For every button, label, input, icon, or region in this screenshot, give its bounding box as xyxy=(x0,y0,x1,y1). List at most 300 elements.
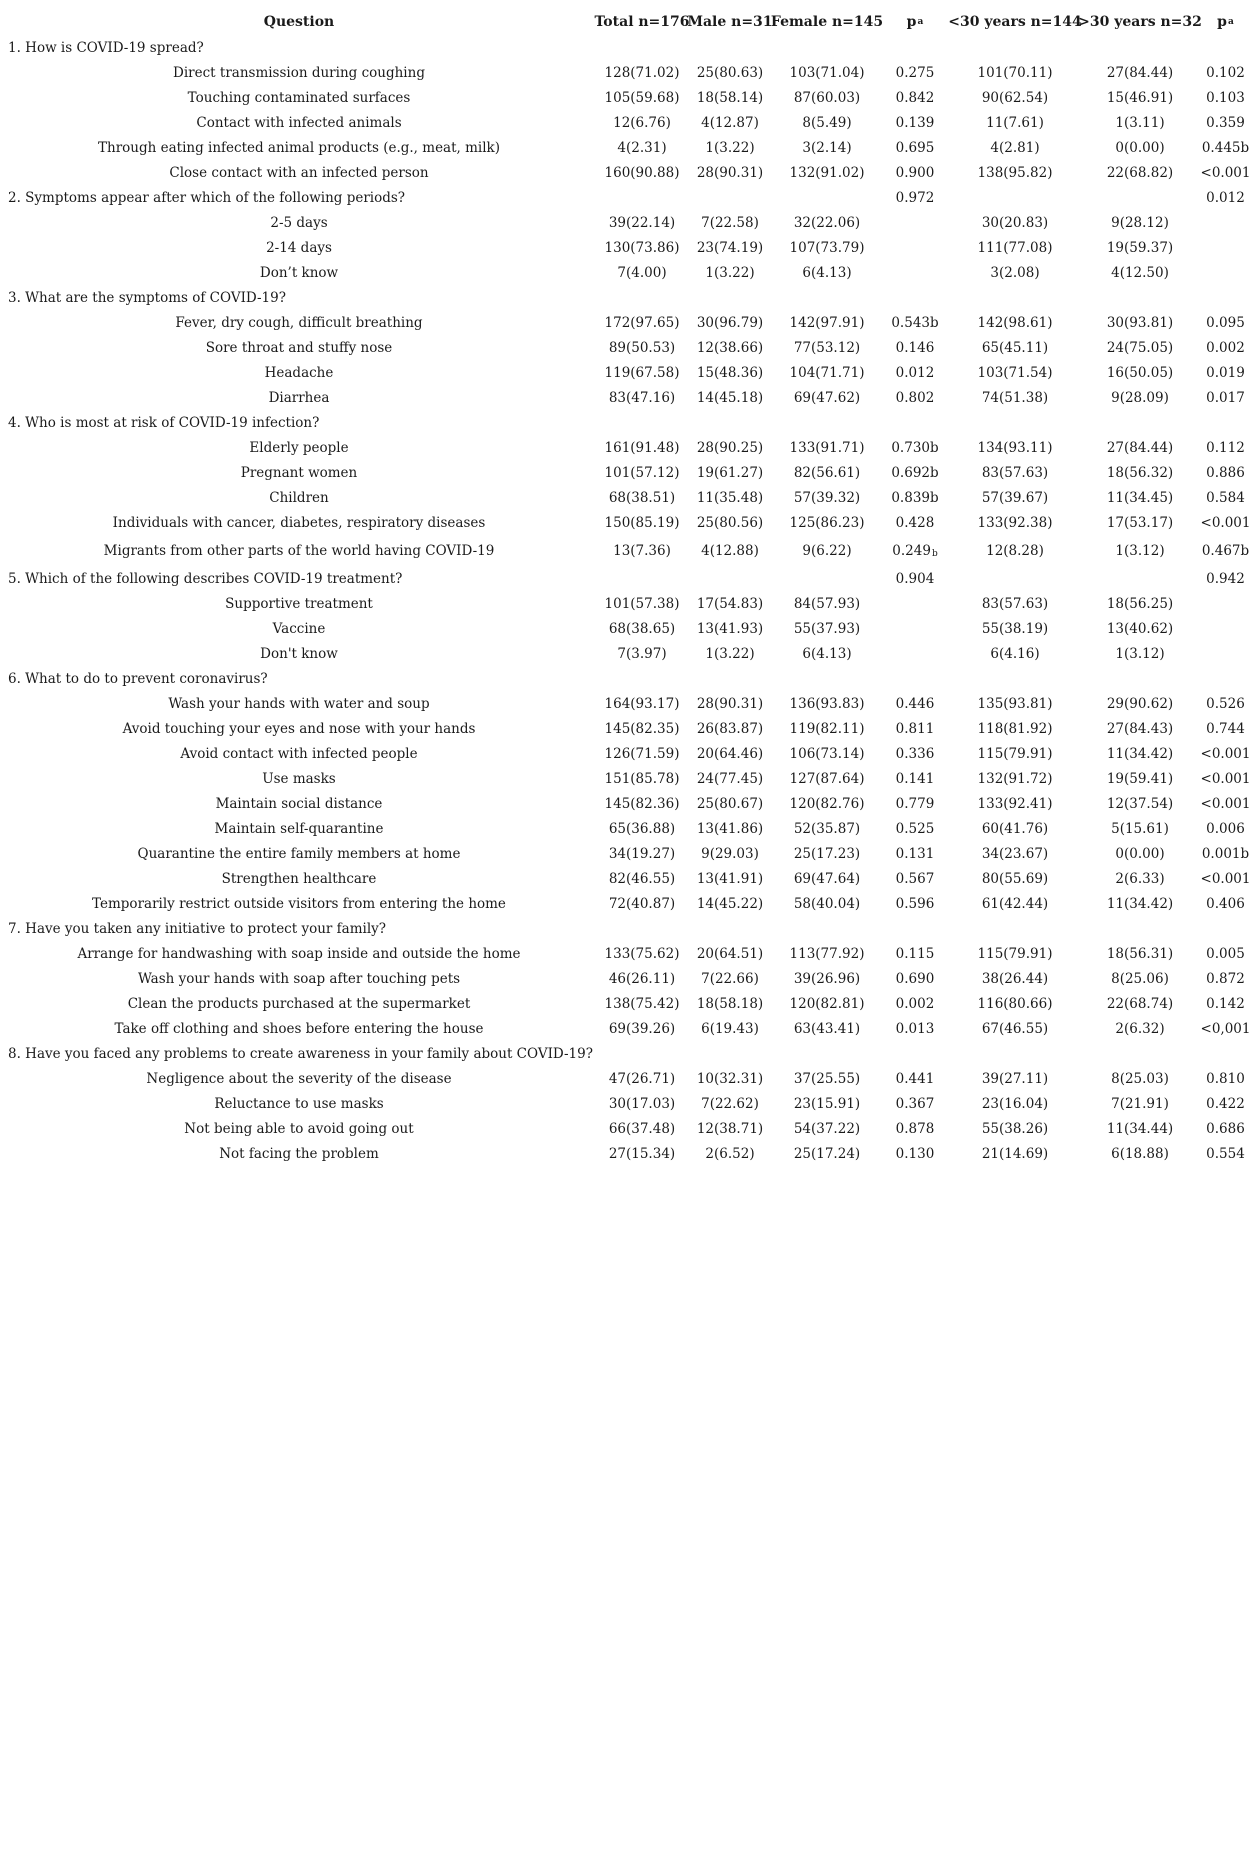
p-value-age: 0.012 xyxy=(1206,189,1245,206)
p-value-age xyxy=(1200,641,1251,666)
p-value-age: 0.942 xyxy=(1206,570,1245,587)
p-value-gender: 0.878 xyxy=(895,1120,935,1137)
female-count: 6(4.13) xyxy=(802,264,852,281)
female-count: 63(43.41) xyxy=(793,1020,861,1037)
question-text: 4. Who is most at risk of COVID-19 infection? xyxy=(8,414,320,431)
total-count: 119(67.58) xyxy=(604,364,680,381)
male-count: 9(29.03) xyxy=(701,845,759,862)
over-30-count: 11(34.44) xyxy=(1106,1120,1174,1137)
p-value-gender: 0.336 xyxy=(895,745,935,762)
p-value-age xyxy=(1200,210,1251,235)
answer-option: Headache xyxy=(264,364,334,381)
total-count: 172(97.65) xyxy=(604,314,680,331)
table-row xyxy=(0,260,1251,285)
total-count: 145(82.36) xyxy=(604,795,680,812)
p-value-gender: 0.013 xyxy=(895,1020,935,1037)
under-30-count: 39(27.11) xyxy=(981,1070,1049,1087)
p-value-age xyxy=(1200,666,1251,691)
under-30-count: 57(39.67) xyxy=(981,489,1049,506)
answer-option: Direct transmission during coughing xyxy=(173,64,425,81)
total-count: 101(57.12) xyxy=(604,464,680,481)
answer-option: Not facing the problem xyxy=(219,1145,379,1162)
p-value-gender: 0.839b xyxy=(891,489,939,506)
total-count: 39(22.14) xyxy=(608,214,676,231)
table-row xyxy=(0,891,1251,916)
p-value-age: 0.002 xyxy=(1206,339,1245,356)
male-count: 19(61.27) xyxy=(696,464,764,481)
p-value-gender xyxy=(880,591,950,616)
over-30-count: 11(34.45) xyxy=(1106,489,1174,506)
table-row xyxy=(0,1066,1251,1091)
p-value-gender: 0.842 xyxy=(895,89,935,106)
p-value-age: 0.359 xyxy=(1206,114,1245,131)
over-30-count: 27(84.44) xyxy=(1106,439,1174,456)
p-value-age xyxy=(1200,591,1251,616)
table-row xyxy=(0,866,1251,891)
answer-option: Maintain self-quarantine xyxy=(214,820,384,837)
answer-option: Use masks xyxy=(262,770,336,787)
p-value-gender xyxy=(880,1041,950,1066)
header-p-value-age: p a xyxy=(1217,13,1234,30)
answer-option: Wash your hands with soap after touching pets xyxy=(137,970,461,987)
table-row xyxy=(0,135,1251,160)
table-header-row xyxy=(0,8,1251,35)
total-count: 89(50.53) xyxy=(608,339,676,356)
female-count: 106(73.14) xyxy=(789,745,865,762)
male-count: 14(45.22) xyxy=(696,895,764,912)
p-value-gender: 0.543b xyxy=(891,314,939,331)
p-value-gender: 0.972 xyxy=(895,189,935,206)
table-row xyxy=(0,310,1251,335)
p-value-age: 0.445b xyxy=(1201,139,1250,156)
answer-option: Reluctance to use masks xyxy=(214,1095,384,1112)
total-count: 4(2.31) xyxy=(617,139,667,156)
p-value-gender: 0.141 xyxy=(895,770,935,787)
male-count: 18(58.18) xyxy=(696,995,764,1012)
p-value-age xyxy=(1200,1041,1251,1066)
female-count: 25(17.23) xyxy=(793,845,861,862)
p-value-gender xyxy=(880,916,950,941)
over-30-count: 2(6.32) xyxy=(1115,1020,1165,1037)
female-count: 39(26.96) xyxy=(793,970,861,987)
under-30-count: 30(20.83) xyxy=(981,214,1049,231)
answer-option: Take off clothing and shoes before entering the house xyxy=(114,1020,484,1037)
over-30-count: 17(53.17) xyxy=(1106,514,1174,531)
answer-option: Clean the products purchased at the supermarket xyxy=(127,995,471,1012)
female-count: 3(2.14) xyxy=(802,139,852,156)
p-value-gender xyxy=(880,260,950,285)
female-count: 54(37.22) xyxy=(793,1120,861,1137)
p-value-gender xyxy=(880,35,950,60)
p-value-gender: 0.596 xyxy=(895,895,935,912)
male-count: 20(64.51) xyxy=(696,945,764,962)
female-count: 119(82.11) xyxy=(789,720,865,737)
header-male: Male n=31 xyxy=(687,13,773,30)
male-count: 1(3.22) xyxy=(705,645,755,662)
p-value-gender: 0.567 xyxy=(895,870,935,887)
total-count: 126(71.59) xyxy=(604,745,680,762)
p-value-gender xyxy=(880,666,950,691)
over-30-count: 22(68.74) xyxy=(1106,995,1174,1012)
p-value-age: 0.686 xyxy=(1206,1120,1245,1137)
table-row xyxy=(0,816,1251,841)
table-row xyxy=(0,160,1251,185)
male-count: 7(22.58) xyxy=(701,214,759,231)
total-count: 7(3.97) xyxy=(617,645,667,662)
over-30-count: 1(3.12) xyxy=(1115,542,1165,559)
answer-option: Strengthen healthcare xyxy=(221,870,377,887)
over-30-count: 18(56.31) xyxy=(1106,945,1174,962)
over-30-count: 7(21.91) xyxy=(1111,1095,1169,1112)
table-row xyxy=(0,741,1251,766)
under-30-count: 90(62.54) xyxy=(981,89,1049,106)
p-value-age: <0,001 xyxy=(1200,1020,1251,1037)
female-count: 103(71.04) xyxy=(789,64,865,81)
p-value-gender: 0.811 xyxy=(895,720,935,737)
p-value-age xyxy=(1200,285,1251,310)
female-count: 55(37.93) xyxy=(793,620,861,637)
under-30-count: 60(41.76) xyxy=(981,820,1049,837)
table-row xyxy=(0,485,1251,510)
p-value-gender xyxy=(880,410,950,435)
under-30-count: 21(14.69) xyxy=(981,1145,1049,1162)
over-30-count: 15(46.91) xyxy=(1106,89,1174,106)
header-female: Female n=145 xyxy=(770,13,884,30)
under-30-count: 65(45.11) xyxy=(981,339,1049,356)
female-count: 6(4.13) xyxy=(802,645,852,662)
female-count: 132(91.02) xyxy=(789,164,865,181)
female-count: 9(6.22) xyxy=(802,542,852,559)
p-value-age: 0.526 xyxy=(1206,695,1245,712)
p-value-gender: 0.146 xyxy=(895,339,935,356)
table-row xyxy=(0,766,1251,791)
p-value-age: 0.103 xyxy=(1206,89,1245,106)
p-value-age: 0.142 xyxy=(1206,995,1245,1012)
under-30-count: 135(93.81) xyxy=(977,695,1053,712)
question-row xyxy=(0,185,1251,210)
over-30-count: 9(28.09) xyxy=(1111,389,1169,406)
female-count: 77(53.12) xyxy=(793,339,861,356)
answer-option: Maintain social distance xyxy=(215,795,383,812)
question-text: 6. What to do to prevent coronavirus? xyxy=(8,670,268,687)
over-30-count: 18(56.25) xyxy=(1106,595,1174,612)
under-30-count: 118(81.92) xyxy=(977,720,1053,737)
total-count: 66(37.48) xyxy=(608,1120,676,1137)
total-count: 160(90.88) xyxy=(604,164,680,181)
p-value-age xyxy=(1200,410,1251,435)
answer-option: Children xyxy=(269,489,329,506)
under-30-count: 101(70.11) xyxy=(977,64,1053,81)
p-value-gender xyxy=(880,235,950,260)
p-value-age: 0.886 xyxy=(1206,464,1245,481)
male-count: 20(64.46) xyxy=(696,745,764,762)
table-row xyxy=(0,510,1251,535)
over-30-count: 29(90.62) xyxy=(1106,695,1174,712)
p-value-age: 0.406 xyxy=(1206,895,1245,912)
p-value-gender xyxy=(880,616,950,641)
female-count: 127(87.64) xyxy=(789,770,865,787)
male-count: 12(38.71) xyxy=(696,1120,764,1137)
total-count: 30(17.03) xyxy=(608,1095,676,1112)
question-row xyxy=(0,410,1251,435)
under-30-count: 11(7.61) xyxy=(986,114,1044,131)
answer-option: Quarantine the entire family members at home xyxy=(137,845,461,862)
under-30-count: 67(46.55) xyxy=(981,1020,1049,1037)
p-value-age: 0.554 xyxy=(1206,1145,1245,1162)
total-count: 68(38.65) xyxy=(608,620,676,637)
table-row xyxy=(0,85,1251,110)
answer-option: Close contact with an infected person xyxy=(169,164,429,181)
header-question: Question xyxy=(263,13,335,30)
over-30-count: 1(3.12) xyxy=(1115,645,1165,662)
question-text: 3. What are the symptoms of COVID-19? xyxy=(8,289,286,306)
answer-option: Avoid touching your eyes and nose with your hands xyxy=(122,720,476,737)
over-30-count: 27(84.43) xyxy=(1106,720,1174,737)
table-row xyxy=(0,966,1251,991)
total-count: 47(26.71) xyxy=(608,1070,676,1087)
over-30-count: 5(15.61) xyxy=(1111,820,1169,837)
male-count: 18(58.14) xyxy=(696,89,764,106)
table-row xyxy=(0,591,1251,616)
answer-option: Wash your hands with water and soup xyxy=(168,695,430,712)
header-total: Total n=176 xyxy=(594,13,690,30)
p-value-gender: 0.139 xyxy=(895,114,935,131)
table-row xyxy=(0,1116,1251,1141)
p-value-age xyxy=(1200,260,1251,285)
over-30-count: 11(34.42) xyxy=(1106,895,1174,912)
under-30-count: 23(16.04) xyxy=(981,1095,1049,1112)
under-30-count: 111(77.08) xyxy=(977,239,1053,256)
total-count: 130(73.86) xyxy=(604,239,680,256)
over-30-count: 22(68.82) xyxy=(1106,164,1174,181)
male-count: 28(90.31) xyxy=(696,695,764,712)
female-count: 69(47.62) xyxy=(793,389,861,406)
under-30-count: 116(80.66) xyxy=(977,995,1053,1012)
total-count: 161(91.48) xyxy=(604,439,680,456)
p-value-age: 0.005 xyxy=(1206,945,1245,962)
female-count: 57(39.32) xyxy=(793,489,861,506)
male-count: 23(74.19) xyxy=(696,239,764,256)
p-value-gender xyxy=(880,285,950,310)
p-value-age: <0.001 xyxy=(1200,745,1251,762)
question-text: 5. Which of the following describes COVID-19 treatment? xyxy=(8,570,403,587)
answer-option: 2-5 days xyxy=(270,214,328,231)
over-30-count: 0(0.00) xyxy=(1115,139,1165,156)
answer-option: Arrange for handwashing with soap inside and outside the home xyxy=(77,945,521,962)
question-text: 2. Symptoms appear after which of the following periods? xyxy=(8,189,406,206)
over-30-count: 8(25.03) xyxy=(1111,1070,1169,1087)
female-count: 107(73.79) xyxy=(789,239,865,256)
total-count: 34(19.27) xyxy=(608,845,676,862)
over-30-count: 27(84.44) xyxy=(1106,64,1174,81)
table-row xyxy=(0,641,1251,666)
male-count: 7(22.66) xyxy=(701,970,759,987)
under-30-count: 142(98.61) xyxy=(977,314,1053,331)
question-text: 8. Have you faced any problems to create awareness in your family about COVID-19? xyxy=(8,1045,593,1062)
answer-option: Sore throat and stuffy nose xyxy=(205,339,393,356)
under-30-count: 138(95.82) xyxy=(977,164,1053,181)
male-count: 4(12.87) xyxy=(701,114,759,131)
over-30-count: 2(6.33) xyxy=(1115,870,1165,887)
table-row xyxy=(0,1091,1251,1116)
p-value-age: 0.001b xyxy=(1201,845,1250,862)
male-count: 1(3.22) xyxy=(705,139,755,156)
answer-option: Contact with infected animals xyxy=(196,114,402,131)
under-30-count: 55(38.26) xyxy=(981,1120,1049,1137)
over-30-count: 11(34.42) xyxy=(1106,745,1174,762)
total-count: 82(46.55) xyxy=(608,870,676,887)
p-value-age: 0.019 xyxy=(1206,364,1245,381)
p-value-gender: 0.802 xyxy=(895,389,935,406)
total-count: 133(75.62) xyxy=(604,945,680,962)
under-30-count: 83(57.63) xyxy=(981,595,1049,612)
p-value-gender: 0.730b xyxy=(891,439,939,456)
total-count: 7(4.00) xyxy=(617,264,667,281)
under-30-count: 132(91.72) xyxy=(977,770,1053,787)
answer-option: Avoid contact with infected people xyxy=(180,745,418,762)
answer-option: Don't know xyxy=(260,645,338,662)
p-value-gender: 0.428 xyxy=(895,514,935,531)
p-value-age: 0.112 xyxy=(1206,439,1245,456)
answer-option: Pregnant women xyxy=(240,464,358,481)
female-count: 69(47.64) xyxy=(793,870,861,887)
p-value-gender: 0.002 xyxy=(895,995,935,1012)
question-row xyxy=(0,566,1251,591)
p-value-gender: 0.249 $^b$ xyxy=(892,542,938,559)
answer-option: Elderly people xyxy=(249,439,349,456)
male-count: 11(35.48) xyxy=(696,489,764,506)
p-value-age: <0.001 xyxy=(1200,870,1251,887)
p-value-gender: 0.367 xyxy=(895,1095,935,1112)
answer-option: Vaccine xyxy=(272,620,326,637)
answer-option: Through eating infected animal products (e.g., meat, milk) xyxy=(98,139,500,156)
male-count: 25(80.67) xyxy=(696,795,764,812)
female-count: 25(17.24) xyxy=(793,1145,861,1162)
answer-option: Supportive treatment xyxy=(225,595,373,612)
p-value-gender xyxy=(880,210,950,235)
total-count: 13(7.36) xyxy=(613,542,671,559)
over-30-count: 30(93.81) xyxy=(1106,314,1174,331)
table-row xyxy=(0,716,1251,741)
table-row xyxy=(0,435,1251,460)
female-count: 125(86.23) xyxy=(789,514,865,531)
answer-option: Don’t know xyxy=(259,264,339,281)
p-value-gender xyxy=(880,641,950,666)
under-30-count: 3(2.08) xyxy=(990,264,1040,281)
table-row xyxy=(0,1141,1251,1166)
over-30-count: 13(40.62) xyxy=(1106,620,1174,637)
total-count: 46(26.11) xyxy=(608,970,676,987)
female-count: 142(97.91) xyxy=(789,314,865,331)
female-count: 84(57.93) xyxy=(793,595,861,612)
p-value-gender: 0.012 xyxy=(895,364,935,381)
p-value-age: <0.001 xyxy=(1200,514,1251,531)
question-row xyxy=(0,35,1251,60)
p-value-gender: 0.692b xyxy=(891,464,939,481)
p-value-age: 0.422 xyxy=(1206,1095,1245,1112)
female-count: 52(35.87) xyxy=(793,820,861,837)
total-count: 138(75.42) xyxy=(604,995,680,1012)
table-row xyxy=(0,991,1251,1016)
under-30-count: 133(92.38) xyxy=(977,514,1053,531)
female-count: 104(71.71) xyxy=(789,364,865,381)
p-value-age: <0.001 xyxy=(1200,164,1251,181)
p-value-age: 0.744 xyxy=(1206,720,1245,737)
p-value-age: <0.001 xyxy=(1200,795,1251,812)
male-count: 14(45.18) xyxy=(696,389,764,406)
total-count: 145(82.35) xyxy=(604,720,680,737)
table-row xyxy=(0,1016,1251,1041)
under-30-count: 103(71.54) xyxy=(977,364,1053,381)
total-count: 68(38.51) xyxy=(608,489,676,506)
p-value-gender: 0.441 xyxy=(895,1070,935,1087)
male-count: 1(3.22) xyxy=(705,264,755,281)
table-row xyxy=(0,385,1251,410)
over-30-count: 19(59.37) xyxy=(1106,239,1174,256)
female-count: 58(40.04) xyxy=(793,895,861,912)
male-count: 25(80.63) xyxy=(696,64,764,81)
p-value-gender: 0.904 xyxy=(895,570,935,587)
female-count: 82(56.61) xyxy=(793,464,861,481)
table-row xyxy=(0,691,1251,716)
total-count: 164(93.17) xyxy=(604,695,680,712)
under-30-count: 4(2.81) xyxy=(990,139,1040,156)
header-p-value-gender: p a xyxy=(906,13,924,30)
male-count: 4(12.88) xyxy=(701,542,759,559)
table-body xyxy=(0,35,1251,1166)
p-value-gender: 0.695 xyxy=(895,139,935,156)
question-row xyxy=(0,1041,1251,1066)
p-value-age: 0.102 xyxy=(1206,64,1245,81)
under-30-count: 83(57.63) xyxy=(981,464,1049,481)
answer-option: Not being able to avoid going out xyxy=(184,1120,414,1137)
female-count: 32(22.06) xyxy=(793,214,861,231)
header-under-30: <30 years n=144 xyxy=(948,13,1082,30)
over-30-count: 18(56.32) xyxy=(1106,464,1174,481)
male-count: 13(41.86) xyxy=(696,820,764,837)
table-row xyxy=(0,60,1251,85)
over-30-count: 12(37.54) xyxy=(1106,795,1174,812)
total-count: 150(85.19) xyxy=(604,514,680,531)
female-count: 37(25.55) xyxy=(793,1070,861,1087)
total-count: 128(71.02) xyxy=(604,64,680,81)
total-count: 83(47.16) xyxy=(608,389,676,406)
male-count: 28(90.25) xyxy=(696,439,764,456)
table-row xyxy=(0,535,1251,566)
over-30-count: 0(0.00) xyxy=(1115,845,1165,862)
female-count: 120(82.81) xyxy=(789,995,865,1012)
table-row xyxy=(0,210,1251,235)
question-row xyxy=(0,285,1251,310)
male-count: 12(38.66) xyxy=(696,339,764,356)
table-row xyxy=(0,335,1251,360)
answer-option: Negligence about the severity of the disease xyxy=(146,1070,452,1087)
female-count: 23(15.91) xyxy=(793,1095,861,1112)
p-value-age: 0.467b xyxy=(1201,542,1250,559)
male-count: 13(41.93) xyxy=(696,620,764,637)
p-value-age: 0.017 xyxy=(1206,389,1245,406)
p-value-age xyxy=(1200,916,1251,941)
male-count: 25(80.56) xyxy=(696,514,764,531)
p-value-age xyxy=(1200,235,1251,260)
question-row xyxy=(0,666,1251,691)
survey-table xyxy=(0,8,1251,1166)
over-30-count: 24(75.05) xyxy=(1106,339,1174,356)
p-value-gender: 0.275 xyxy=(895,64,935,81)
male-count: 17(54.83) xyxy=(696,595,764,612)
table-row xyxy=(0,235,1251,260)
over-30-count: 6(18.88) xyxy=(1111,1145,1169,1162)
